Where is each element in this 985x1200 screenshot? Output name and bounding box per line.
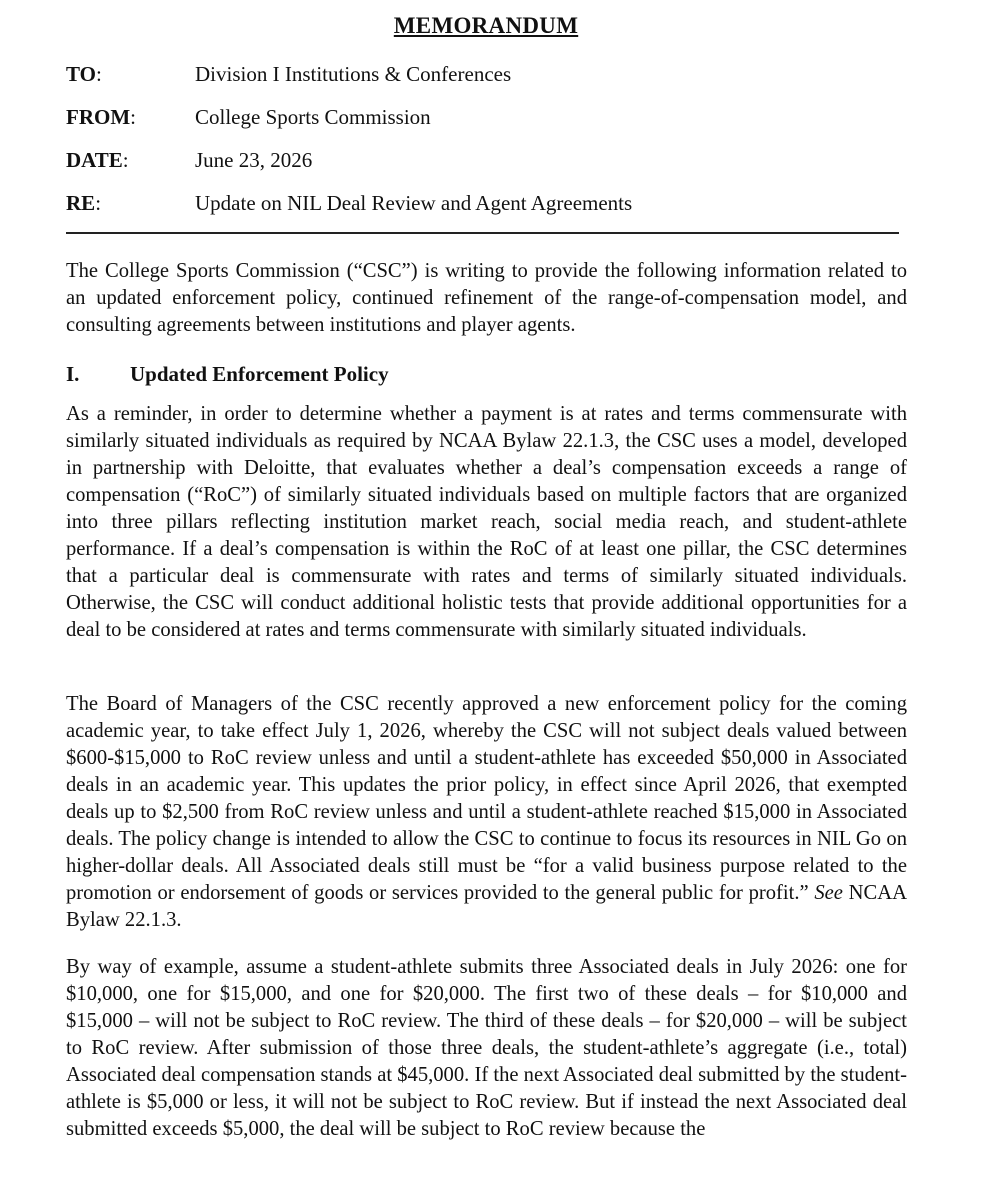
- from-label: FROM:: [66, 105, 136, 129]
- re-label: RE:: [66, 191, 102, 215]
- intro-paragraph: The College Sports Commission (“CSC”) is writing to provide the following information related to an updated enforcement policy, continued refinement of the range-of-compensation model, and consulting agreements between institutions and player agents.: [66, 260, 907, 336]
- re-value: Update on NIL Deal Review and Agent Agreements: [195, 191, 633, 215]
- example-paragraph: By way of example, assume a student-athlete submits three Associated deals in July 2026: one for $10,000, one for $15,000, and one for $20,000. The first two of these deals – for $10,000 and $15,000 – will not be subject to RoC review. The third of these deals – for $20,000 – will be subject to RoC review. After submission of those three deals, the student-athlete’s aggregate (i.e., total) Associated deal compensation stands at $45,000. If the next Associated deal submitted by the student-athlete is $5,000 or less, it will not be subject to RoC review. But if instead the next Associated deal submitted exceeds $5,000, the deal will be subject to RoC review because the: [66, 956, 907, 1140]
- section-title: Updated Enforcement Policy: [130, 362, 389, 386]
- see-signal: See: [814, 882, 843, 904]
- reminder-paragraph: As a reminder, in order to determine whether a payment is at rates and terms commensurate with similarly situated individuals as required by NCAA Bylaw 22.1.3, the CSC uses a model, developed in partnership with Deloitte, that evaluates whether a deal’s compensation exceeds a range of compensation (“RoC”) of similarly situated individuals based on multiple factors that are organized into three pillars reflecting institution market reach, social media reach, and student-athlete performance. If a deal’s compensation is within the RoC of at least one pillar, the CSC determines that a particular deal is commensurate with rates and terms of similarly situated individuals. Otherwise, the CSC will conduct additional holistic tests that provide additional opportunities for a deal to be considered at rates and terms commensurate with similarly situated individuals.: [66, 403, 907, 641]
- policy-paragraph: [66, 691, 907, 934]
- memo-title: MEMORANDUM: [393, 13, 579, 38]
- policy-paragraph-text: The Board of Managers of the CSC recently approved a new enforcement policy for the coming academic year, to take effect July 1, 2026, whereby the CSC will not subject deals valued between $600-$15,000 to RoC review unless and until a student-athlete has exceeded $50,000 in Associated deals in an academic year. This updates the prior policy, in effect since April 2026, that exempted deals up to $2,500 from RoC review unless and until a student-athlete reached $15,000 in Associated deals. The policy change is intended to allow the CSC to continue to focus its resources in NIL Go on higher-dollar deals. All Associated deals still must be “for a valid business purpose related to the promotion or endorsement of goods or services provided to the general public for profit.”: [66, 693, 907, 904]
- date-label: DATE:: [66, 148, 129, 172]
- date-value: June 23, 2026: [195, 148, 313, 172]
- from-value: College Sports Commission: [195, 105, 431, 129]
- header-divider: [66, 232, 899, 234]
- bylaw-citation: NCAA Bylaw 22.1.3.: [66, 882, 907, 931]
- to-value: Division I Institutions & Conferences: [195, 62, 512, 86]
- section-number: I.: [66, 362, 80, 386]
- to-label: TO:: [66, 62, 102, 86]
